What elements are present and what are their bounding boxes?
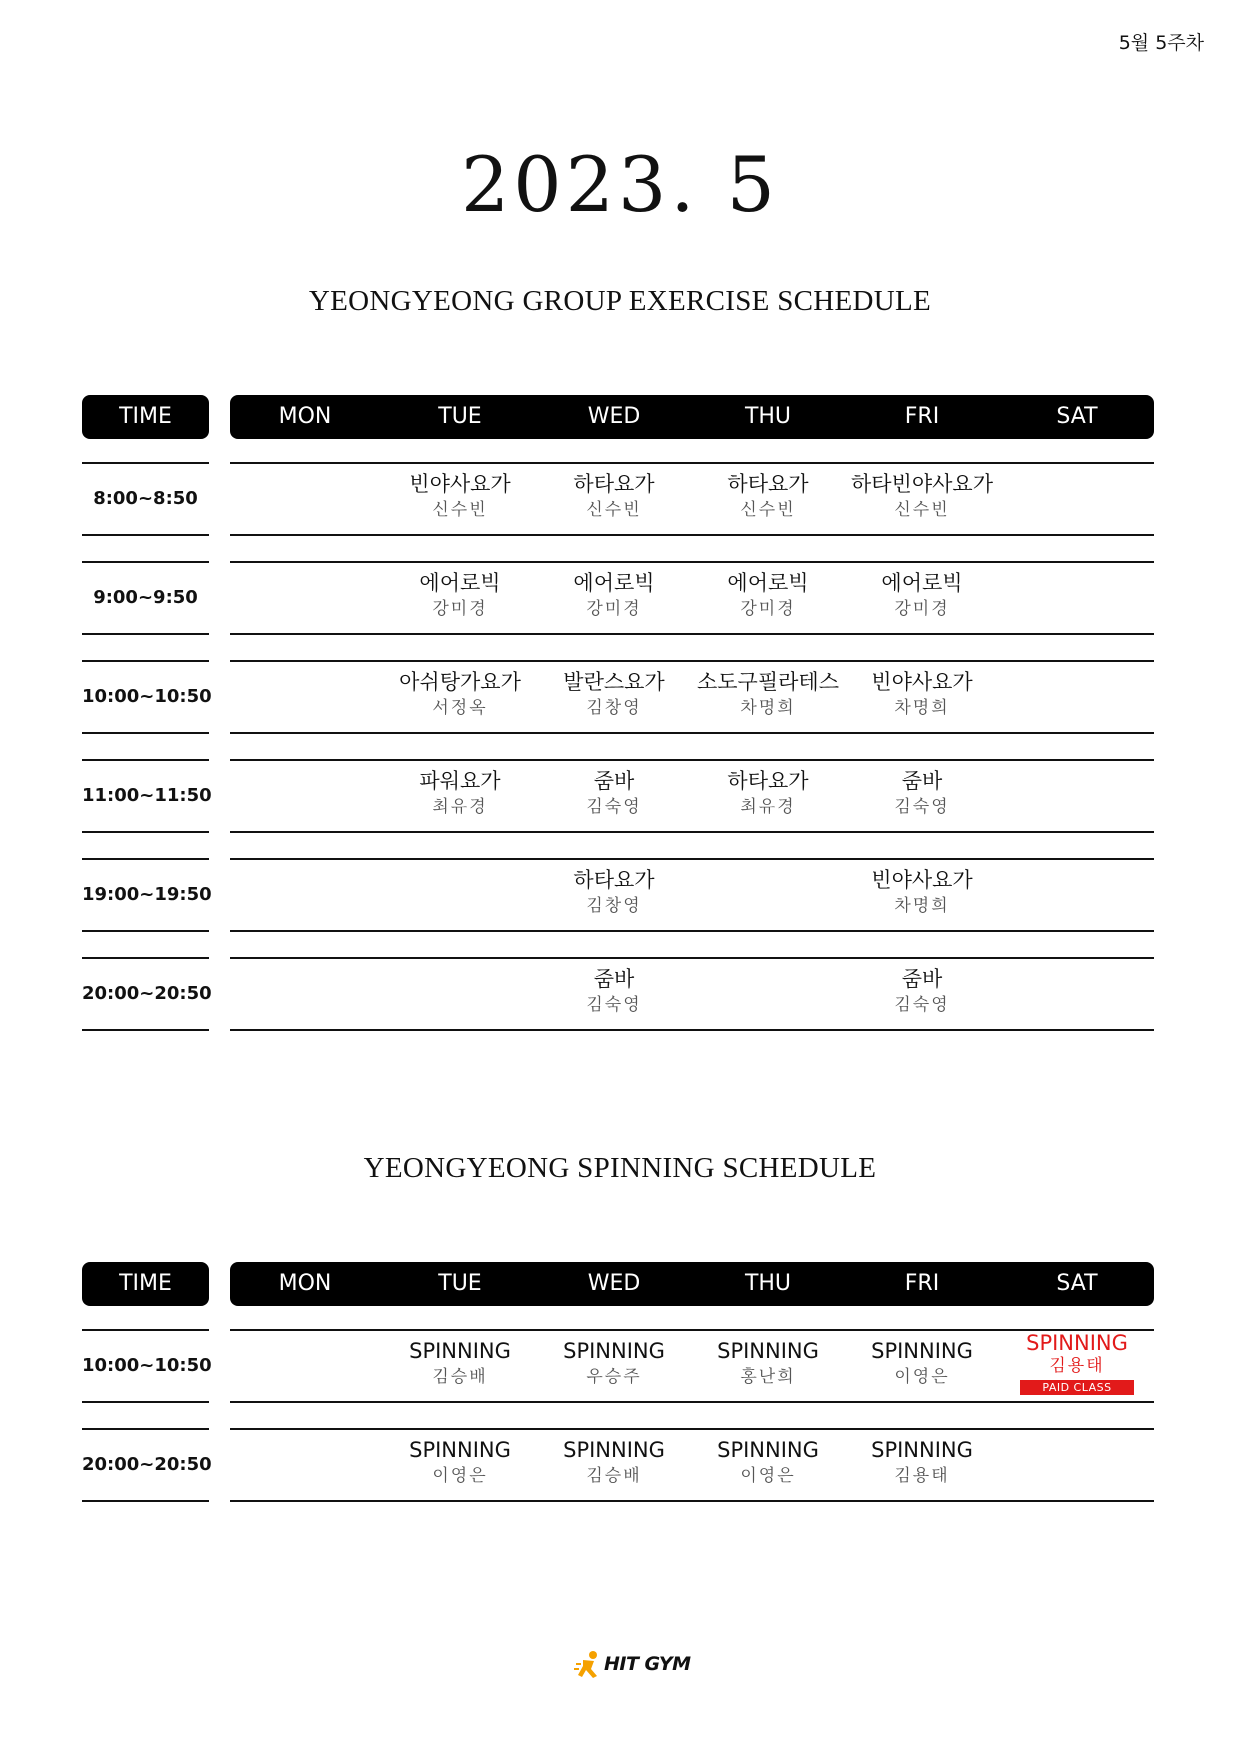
schedule-row [0,957,1240,1031]
row-rule [230,561,1154,563]
row-rule [230,759,1154,761]
class-name: SPINNING [717,1339,819,1363]
class-name: 에어로빅 [727,571,809,595]
week-label: 5월 5주차 [1118,32,1204,54]
days-header [230,395,1154,439]
instructor-name: 차명희 [740,698,796,718]
class-entry [842,965,1002,1017]
time-header: TIME [82,1262,209,1306]
schedule-row [0,660,1240,734]
day-header-fri: FRI [904,404,940,429]
class-name: 빈야사요가 [871,670,973,694]
instructor-name: 강미경 [432,599,488,619]
class-name: SPINNING [871,1438,973,1462]
instructor-name: 서정옥 [432,698,488,718]
class-name: 줌바 [901,769,943,793]
row-rule [82,732,209,734]
class-entry [534,1337,694,1389]
row-rule [230,660,1154,662]
class-name: 아쉬탕가요가 [399,670,521,694]
time-slot: 9:00~9:50 [93,587,198,608]
time-header: TIME [82,395,209,439]
instructor-name: 김창영 [586,698,642,718]
class-name: 하타요가 [573,472,655,496]
class-entry [534,569,694,621]
time-slot: 19:00~19:50 [82,884,212,905]
class-name: 에어로빅 [573,571,655,595]
class-name: SPINNING [563,1339,665,1363]
class-entry [688,767,848,819]
row-rule [82,831,209,833]
period-title: 2023. 5 [460,140,780,229]
row-rule [230,534,1154,536]
class-name: 하타빈야사요가 [850,472,993,496]
instructor-name: 신수빈 [586,500,642,520]
instructor-name: 김숙영 [894,995,950,1015]
class-name: 빈야사요가 [409,472,511,496]
schedule-row [0,1329,1240,1403]
day-header-sat: SAT [1056,1271,1098,1296]
schedule-row [0,462,1240,536]
group-schedule-title: YEONGYEONG GROUP EXERCISE SCHEDULE [308,285,932,317]
time-slot: 10:00~10:50 [82,1355,212,1376]
day-header-mon: MON [278,404,332,429]
class-entry [842,1436,1002,1488]
day-header-thu: THU [744,1271,792,1296]
class-entry [842,1337,1002,1389]
class-entry [380,668,540,720]
row-rule [82,633,209,635]
instructor-name: 김숙영 [586,995,642,1015]
class-name: 에어로빅 [419,571,501,595]
class-name: 하타요가 [727,769,809,793]
row-rule [82,930,209,932]
class-entry [842,668,1002,720]
row-rule [230,1401,1154,1403]
row-rule [230,732,1154,734]
day-header-tue: TUE [438,404,482,429]
class-entry [534,1436,694,1488]
row-rule [82,1500,209,1502]
schedule-row [0,759,1240,833]
hitgym-logo [574,1650,694,1680]
schedule-row [0,561,1240,635]
spinning-header-row [0,1262,1240,1306]
time-slot: 20:00~20:50 [82,1454,212,1475]
logo-text: HIT GYM [604,1653,691,1675]
class-entry [688,1436,848,1488]
class-name: SPINNING [1026,1331,1128,1355]
class-name: 하타요가 [727,472,809,496]
day-header-tue: TUE [438,1271,482,1296]
class-name: 하타요가 [573,868,655,892]
instructor-name: 이영은 [432,1466,488,1486]
time-slot: 20:00~20:50 [82,983,212,1004]
instructor-name: 김숙영 [586,797,642,817]
time-slot: 10:00~10:50 [82,686,212,707]
instructor-name: 신수빈 [740,500,796,520]
instructor-name: 김숙영 [894,797,950,817]
class-entry [534,866,694,918]
class-name: 줌바 [593,769,635,793]
schedule-row [0,858,1240,932]
row-rule [82,534,209,536]
day-header-sat: SAT [1056,404,1098,429]
class-entry [380,1436,540,1488]
day-header-wed: WED [587,1271,641,1296]
instructor-name: 김용태 [1049,1356,1105,1376]
instructor-name: 김용태 [894,1466,950,1486]
instructor-name: 최유경 [432,797,488,817]
class-entry [380,569,540,621]
class-name: 줌바 [901,967,943,991]
class-entry [842,866,1002,918]
day-header-fri: FRI [904,1271,940,1296]
time-slot: 11:00~11:50 [82,785,212,806]
class-entry [534,767,694,819]
class-name: SPINNING [717,1438,819,1462]
days-header [230,1262,1154,1306]
instructor-name: 차명희 [894,896,950,916]
class-entry [842,470,1002,522]
class-entry [688,569,848,621]
class-name: SPINNING [871,1339,973,1363]
row-rule [230,1029,1154,1031]
row-rule [230,957,1154,959]
day-header-mon: MON [278,1271,332,1296]
class-entry [688,470,848,522]
instructor-name: 이영은 [894,1367,950,1387]
class-entry [842,569,1002,621]
instructor-name: 우승주 [586,1367,642,1387]
instructor-name: 강미경 [894,599,950,619]
class-entry [534,470,694,522]
row-rule [230,858,1154,860]
class-entry [688,1337,848,1389]
runner-icon [574,1650,604,1680]
class-entry [380,470,540,522]
row-rule [230,1428,1154,1430]
instructor-name: 신수빈 [894,500,950,520]
row-rule [230,1500,1154,1502]
paid-class-badge: PAID CLASS [1020,1380,1134,1395]
class-name: 빈야사요가 [871,868,973,892]
class-name: SPINNING [409,1339,511,1363]
instructor-name: 김승배 [432,1367,488,1387]
group-header-row [0,395,1240,439]
instructor-name: 신수빈 [432,500,488,520]
class-entry [380,1337,540,1389]
class-name: 에어로빅 [881,571,963,595]
row-rule [230,462,1154,464]
class-entry [997,1330,1157,1395]
row-rule [82,1029,209,1031]
class-name: SPINNING [409,1438,511,1462]
instructor-name: 홍난희 [740,1367,796,1387]
class-name: 파워요가 [419,769,501,793]
time-slot: 8:00~8:50 [93,488,198,509]
class-name: 발란스요가 [563,670,665,694]
instructor-name: 차명희 [894,698,950,718]
class-name: 줌바 [593,967,635,991]
spinning-schedule-title: YEONGYEONG SPINNING SCHEDULE [363,1152,877,1184]
class-entry [842,767,1002,819]
class-entry [688,668,848,720]
instructor-name: 김창영 [586,896,642,916]
row-rule [230,633,1154,635]
row-rule [230,930,1154,932]
class-entry [534,668,694,720]
instructor-name: 강미경 [586,599,642,619]
class-name: 소도구필라테스 [696,670,839,694]
class-entry [534,965,694,1017]
instructor-name: 최유경 [740,797,796,817]
row-rule [230,831,1154,833]
instructor-name: 김승배 [586,1466,642,1486]
row-rule [82,1401,209,1403]
instructor-name: 이영은 [740,1466,796,1486]
instructor-name: 강미경 [740,599,796,619]
class-name: SPINNING [563,1438,665,1462]
schedule-row [0,1428,1240,1502]
day-header-wed: WED [587,404,641,429]
day-header-thu: THU [744,404,792,429]
class-entry [380,767,540,819]
